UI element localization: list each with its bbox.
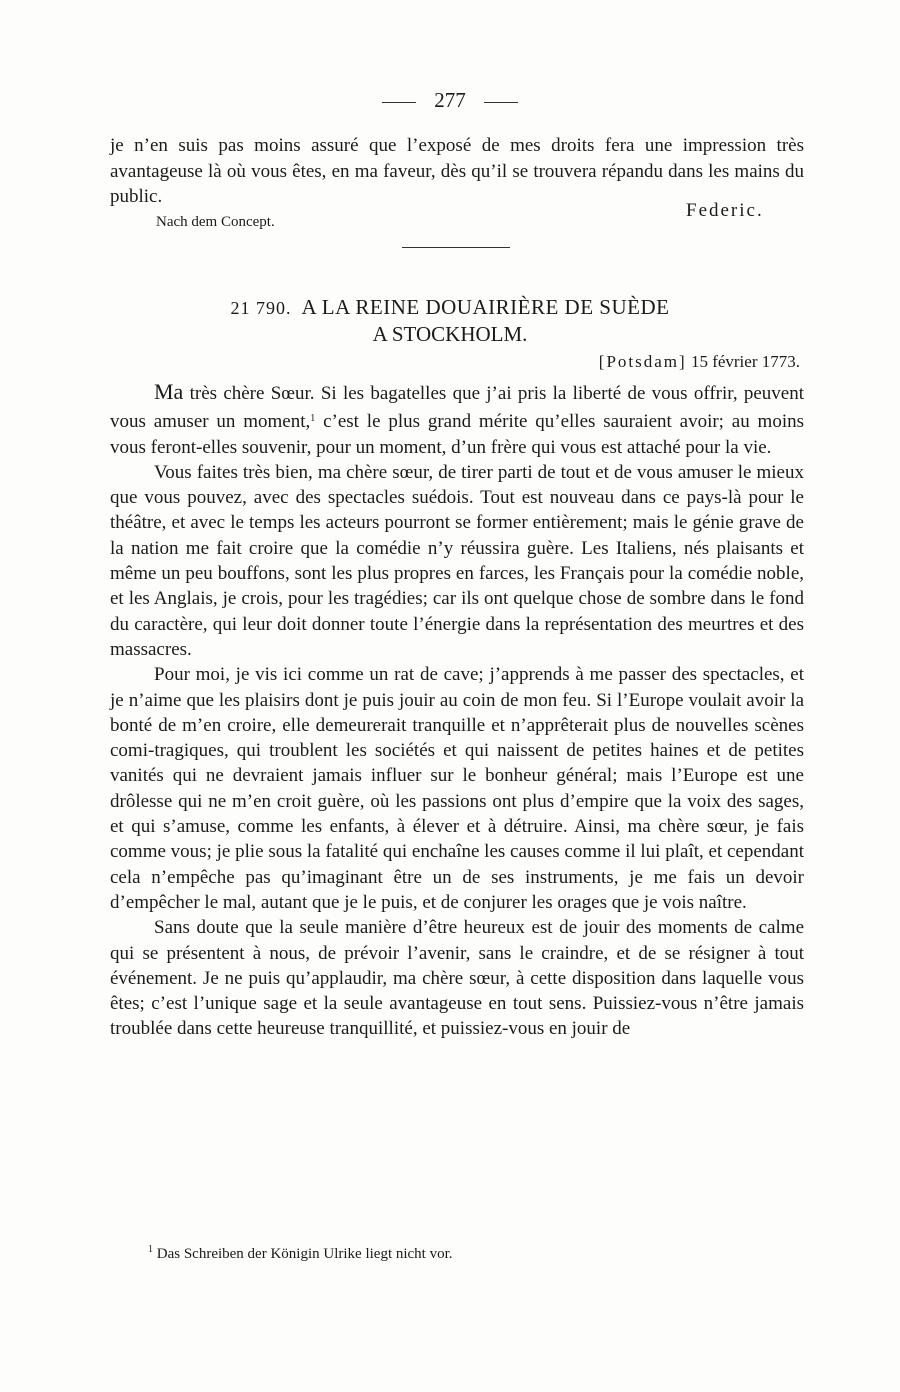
letter-date: 15 février 1773. xyxy=(690,352,800,371)
letter-heading-line1 xyxy=(0,294,900,321)
letter-heading xyxy=(0,294,900,347)
letter-paragraph-4: Sans doute que la seule manière d’être heureux est de jouir des moments de calme qui se présentent à nous, de prévoir l’avenir, sans le craindre, et de se résigner à tout événement. Je ne puis qu’applaudir, ma chère sœur, à cette disposition dans laquelle vous êtes; c’est l’unique sage et la seule avantageuse en tout sens. Puissiez-vous n’être jamais troublée dans cette heureuse tranquillité, et puissiez-vous en jouir de xyxy=(110,917,804,1040)
letter-body xyxy=(110,379,804,1042)
footnote-text: Das Schreiben der Königin Ulrike liegt nicht vor. xyxy=(156,1246,453,1262)
previous-letter-signature: Federic. xyxy=(686,200,764,221)
letter-separator-rule xyxy=(402,247,510,248)
letter-paragraph-3: Pour moi, je vis ici comme un rat de cave; j’apprends à me passer des spectacles, et je n’aime que les plaisirs dont je puis jouir au coin de mon feu. Si l’Europe voulait avoir la bonté de m’en croire, elle demeurerait tranquille et n’apprêterait plus de nouvelles scènes comi-tragiques, qui troublent les sociétés et qui naissent de petites haines et de petites vanités qui ne devraient jamais influer sur le bonheur général; mais l’Europe est une drôlesse qui ne m’en croit guère, où les passions ont plus d’empire que la voix des sages, et qui s’amuse, comme les enfants, à élever et à détruire. Ainsi, ma chère sœur, je fais comme vous; je plie sous la fatalité qui enchaîne les causes comme il lui plaît, et cependant cela n’empêche pas qu’imaginant être un de ses instruments, je me fais un devoir d’empêcher le mal, autant que je le puis, et de conjurer les orages que je vois naître. xyxy=(110,664,804,913)
footnote-mark: 1 xyxy=(148,1244,153,1255)
letter-place: [Potsdam] xyxy=(598,352,687,371)
letter-number: 21 790. xyxy=(230,298,292,318)
page-number xyxy=(0,88,900,113)
page-number-dash-right xyxy=(484,102,518,103)
footnote-reference: 1 xyxy=(310,413,316,425)
page-number-dash-left xyxy=(382,102,416,103)
previous-letter-ending: je n’en suis pas moins assuré que l’exposé de mes droits fera une impression très avantageuse là où vous êtes, en ma faveur, dès qu’il se trouvera répandu dans les mains du public. xyxy=(110,135,804,207)
salutation-initial: Ma xyxy=(154,379,184,404)
letter-dateline xyxy=(599,352,800,372)
paragraph-1-part-a: très chère Sœur. Si les bagatelles que j’ai pris la liberté de vous offrir, peuvent vous amuser un moment, xyxy=(110,383,804,433)
page-number-text: 277 xyxy=(434,88,466,112)
letter-heading-line2: A STOCKHOLM. xyxy=(372,322,528,346)
paragraph-1-part-b: c’est le plus grand mérite qu’elles sauraient avoir; au moins vous feront-elles souvenir, pour un moment, d’un frère qui vous est attaché pour la vie. xyxy=(110,411,805,458)
letter-paragraph-2: Vous faites très bien, ma chère sœur, de tirer parti de tout et de vous amuser le mieux que vous pouvez, avec des spectacles suédois. Tout est nouveau dans ce pays-là pour le théâtre, et avec le temps les acteurs pourront se former entièrement; mais le génie grave de la nation me fait croire que la comédie n’y réussira guère. Les Italiens, nés plaisants et même un peu bouffons, sont les plus propres en farces, les Français pour la comédie noble, et les Anglais, je crois, pour les tragédies; car ils ont quelque chose de sombre dans le fond du caractère, qui leur doit donner toute l’énergie dans la représentation des meurtres et des massacres. xyxy=(110,461,804,660)
letter-recipient: A LA REINE DOUAIRIÈRE DE SUÈDE xyxy=(301,295,670,319)
previous-letter-source-note: Nach dem Concept. xyxy=(156,214,275,230)
footnote xyxy=(148,1244,453,1263)
letter-paragraph-1 xyxy=(110,379,804,460)
